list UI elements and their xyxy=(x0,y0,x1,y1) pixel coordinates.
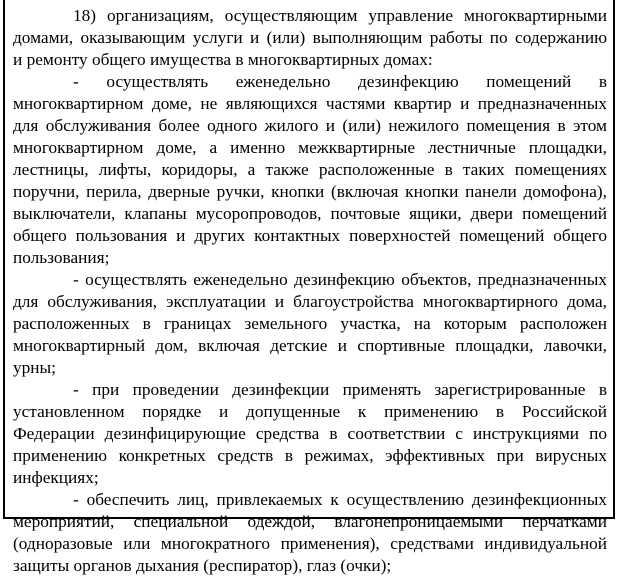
text-line: для обслуживания более одного жилого и (или) нежилого помещения в этом xyxy=(13,116,607,135)
text-line: установленном порядке и допущенные к применению в Российской xyxy=(13,402,607,421)
text-line: расположенных в границах земельного участка, на которым расположен xyxy=(13,314,607,333)
text-line: пользования; xyxy=(13,248,110,267)
text-line: многоквартирном доме, не являющихся частями квартир и предназначенных xyxy=(13,94,607,113)
text-line: защиты органов дыхания (респиратор), глаз (очки); xyxy=(13,556,392,575)
text-line: - при проведении дезинфекции применять зарегистрированные в xyxy=(73,380,607,399)
text-line: инфекциях; xyxy=(13,468,99,487)
text-line: 18) организациям, осуществляющим управление многоквартирными xyxy=(73,6,607,25)
document-body xyxy=(13,5,607,577)
text-line: (одноразовые или многократного применения), средствами индивидуальной xyxy=(13,534,607,553)
text-line: мероприятий, специальной одеждой, влагонепроницаемыми перчатками xyxy=(13,512,607,531)
text-line: и ремонту общего имущества в многоквартирных домах: xyxy=(13,50,433,69)
text-line: - осуществлять еженедельно дезинфекцию помещений в xyxy=(73,72,607,91)
text-line: многоквартирном доме, а именно межквартирные лестничные площадки, xyxy=(13,138,607,157)
text-line: общего пользования и других контактных поверхностей помещений общего xyxy=(13,226,607,245)
text-line: Федерации дезинфицирующие средства в соответствии с инструкциями по xyxy=(13,424,607,443)
text-line: - обеспечить лиц, привлекаемых к осуществлению дезинфекционных xyxy=(73,490,607,509)
text-line: урны; xyxy=(13,358,56,377)
document-frame xyxy=(3,0,615,575)
text-line: многоквартирный дом, включая детские и спортивные площадки, лавочки, xyxy=(13,336,607,355)
text-line: поручни, перила, дверные ручки, кнопки (включая кнопки панели домофона), xyxy=(13,182,607,201)
text-line: выключатели, клапаны мусоропроводов, почтовые ящики, двери помещений xyxy=(13,204,607,223)
text-line: лестницы, лифты, коридоры, а также расположенные в таких помещениях xyxy=(13,160,607,179)
text-line: применению конкретных средств в режимах, эффективных при вирусных xyxy=(13,446,607,465)
text-line: для обслуживания, эксплуатации и благоустройства многоквартирного дома, xyxy=(13,292,607,311)
text-line: - осуществлять еженедельно дезинфекцию объектов, предназначенных xyxy=(73,270,607,289)
text-line: домами, оказывающим услуги и (или) выполняющим работы по содержанию xyxy=(13,28,607,47)
